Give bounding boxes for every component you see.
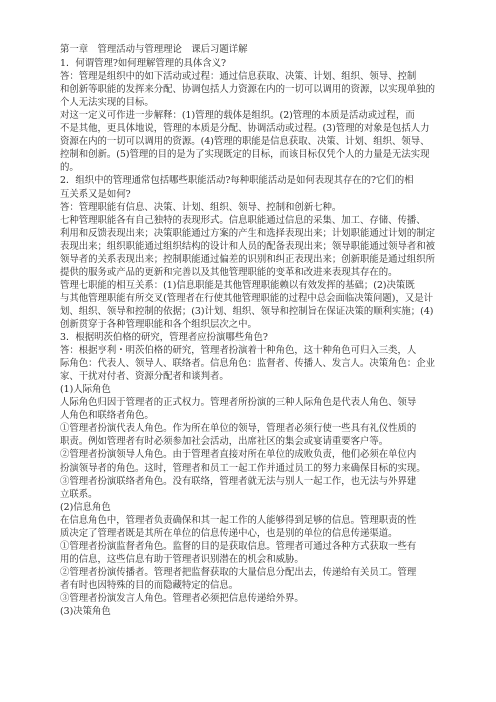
explanation-1-line-5: 的。	[60, 162, 79, 174]
answer-1-line-2: 和创新等职能的发挥来分配、协调包括人力资源在内的一切可以调用的资源，以实现单独的	[60, 84, 436, 96]
answer-2-line-7: 管理七职能的相互关系：(1)信息职能是其他管理职能赖以有效发挥的基础；(2)决策既	[60, 279, 415, 291]
question-3: 3．根据明茨伯格的研究，管理者应扮演哪些角色?	[60, 332, 268, 344]
informational-line-1: 在信息角色中，管理者负责确保和其一起工作的人能够得到足够的信息。管理职责的性	[60, 514, 417, 526]
informational-line-2: 质决定了管理者既是其所在单位的信息传递中心，也是别的单位的信息传递渠道。	[60, 527, 398, 539]
interpersonal-line-1: 人际角色归因于管理者的正式权力。管理者所扮演的三种人际角色是代表人角色、领导	[60, 397, 417, 409]
interpersonal-line-2: 人角色和联络者角色。	[60, 410, 154, 422]
answer-2-line-1: 答：管理职能有信息、决策、计划、组织、领导、控制和创新七种。	[60, 201, 342, 213]
question-2-line-2: 互关系又是如何?	[60, 188, 131, 200]
interpersonal-line-4: 职责。例如管理者有时必须参加社会活动，出席社区的集会或宴请重要客户等。	[60, 436, 389, 448]
answer-2-line-8: 与其他管理职能有所交叉(管理者在行使其他管理职能的过程中总会面临决策问题)，又是计	[60, 292, 433, 304]
section-heading-informational: (2)信息角色	[60, 501, 111, 513]
interpersonal-line-6: 扮演领导者的角色。这时，管理者和员工一起工作并通过员工的努力来确保目标的实现。	[60, 462, 426, 474]
question-2-line-1: 2．组织中的管理通常包括哪些职能活动?每种职能活动是如何表现其存在的?它们的相	[60, 175, 414, 187]
answer-2-line-2: 七种管理职能各有自己独特的表现形式。信息职能通过信息的采集、加工、存储、传播、	[60, 214, 426, 226]
answer-3-line-3: 家、干扰对付者、资源分配者和谈判者。	[60, 371, 229, 383]
informational-line-7: ③管理者扮演发言人角色。管理者必须把信息传递给外界。	[60, 592, 304, 604]
answer-3-line-1: 答：根据亨利・明茨伯格的研究，管理者扮演着十种角色，这十种角色可归入三类，人	[60, 345, 417, 357]
interpersonal-line-3: ①管理者扮演代表人角色。作为所在单位的领导，管理者必须行使一些具有礼仪性质的	[60, 423, 417, 435]
answer-2-line-6: 提供的服务或产品的更新和完善以及其他管理职能的变革和改进来表现其存在的。	[60, 266, 398, 278]
answer-1-line-3: 个人无法实现的目标。	[60, 97, 154, 109]
informational-line-4: 用的信息，这些信息有助于管理者识别潜在的机会和威胁。	[60, 553, 304, 565]
explanation-1-line-1: 对这一定义可作进一步解释：(1)管理的载体是组织。(2)管理的本质是活动或过程，而	[60, 110, 415, 122]
answer-2-line-5: 领导者的关系表现出来；控制职能通过偏差的识别和纠正表现出来；创新职能是通过组织所	[60, 253, 436, 265]
chapter-title: 第一章 管理活动与管理理论 课后习题详解	[60, 44, 248, 55]
answer-2-line-9: 划、组织、领导和控制的依据；(3)计划、组织、领导和控制旨在保证决策的顺利实施；(4)	[60, 305, 434, 317]
answer-1-line-1: 答：管理是组织中的如下活动或过程：通过信息获取、决策、计划、组织、领导、控制	[60, 71, 417, 83]
explanation-1-line-3: 资源在内的一切可以调用的资源。(4)管理的职能是信息获取、决策、计划、组织、领导、	[60, 136, 430, 148]
answer-2-line-4: 表现出来；组织职能通过组织结构的设计和人员的配备表现出来；领导职能通过领导者和被	[60, 240, 436, 252]
answer-2-line-10: 创新贯穿于各种管理职能和各个组织层次之中。	[60, 318, 257, 330]
interpersonal-line-8: 立联系。	[60, 488, 98, 500]
interpersonal-line-5: ②管理者扮演领导人角色。由于管理者直接对所在单位的成败负责，他们必须在单位内	[60, 449, 417, 461]
informational-line-6: 者有时也因特殊的目的而隐藏特定的信息。	[60, 579, 239, 591]
answer-3-line-2: 际角色：代表人、领导人、联络者。信息角色：监督者、传播人、发言人。决策角色：企业	[60, 358, 436, 370]
answer-2-line-3: 利用和反馈表现出来；决策职能通过方案的产生和选择表现出来；计划职能通过计划的制定	[60, 227, 436, 239]
interpersonal-line-7: ③管理者扮演联络者角色。没有联络，管理者就无法与别人一起工作，也无法与外界建	[60, 475, 417, 487]
question-1: 1．何谓管理?如何理解管理的具体含义?	[60, 58, 227, 70]
section-heading-decisional: (3)决策角色	[60, 606, 111, 618]
explanation-1-line-4: 控制和创新。(5)管理的目的是为了实现既定的目标，而该目标仅凭个人的力量是无法实现	[60, 149, 430, 161]
informational-line-5: ②管理者扮演传播者。管理者把监督获取的大量信息分配出去，传递给有关员工。管理	[60, 566, 417, 578]
informational-line-3: ①管理者扮演监督者角色。监督的目的是获取信息。管理者可通过各种方式获取一些有	[60, 540, 417, 552]
section-heading-interpersonal: (1)人际角色	[60, 384, 111, 396]
explanation-1-line-2: 不是其他，更具体地说，管理的本质是分配、协调活动或过程。(3)管理的对象是包括人力	[60, 123, 430, 135]
